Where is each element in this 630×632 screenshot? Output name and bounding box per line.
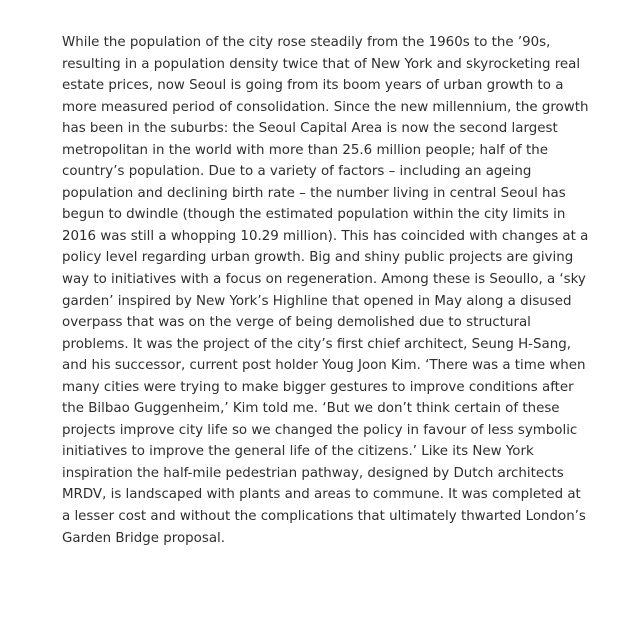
article-line: garden’ inspired by New York’s Highline that opened in May along a disused	[62, 293, 572, 309]
article-line: and his successor, current post holder Youg Joon Kim. ‘There was a time when	[62, 358, 586, 374]
article-line: MRDV, is landscaped with plants and areas to commune. It was completed at	[62, 487, 581, 503]
article-paragraph	[62, 32, 622, 549]
article-line: has been in the suburbs: the Seoul Capital Area is now the second largest	[62, 121, 558, 137]
article-line: a lesser cost and without the complications that ultimately thwarted London’s	[62, 509, 586, 525]
article-line: projects improve city life so we changed the policy in favour of less symbolic	[62, 422, 578, 438]
article-line: Garden Bridge proposal.	[62, 530, 225, 546]
article-line: country’s population. Due to a variety of factors – including an ageing	[62, 164, 532, 180]
article-line: population and declining birth rate – the number living in central Seoul has	[62, 185, 566, 201]
article-line: overpass that was on the verge of being demolished due to structural	[62, 315, 531, 331]
article-line: way to initiatives with a focus on regeneration. Among these is Seoullo, a ‘sky	[62, 272, 586, 288]
article-line: policy level regarding urban growth. Big and shiny public projects are giving	[62, 250, 574, 266]
article-line: more measured period of consolidation. Since the new millennium, the growth	[62, 99, 589, 115]
article-line: inspiration the half-mile pedestrian pathway, designed by Dutch architects	[62, 465, 564, 481]
article-line: problems. It was the project of the city’s first chief architect, Seung H-Sang,	[62, 336, 571, 352]
article-line: initiatives to improve the general life of the citizens.’ Like its New York	[62, 444, 534, 460]
article-line: the Bilbao Guggenheim,’ Kim told me. ‘But we don’t think certain of these	[62, 401, 560, 417]
article-line: 2016 was still a whopping 10.29 million). This has coincided with changes at a	[62, 228, 589, 244]
article-line: estate prices, now Seoul is going from its boom years of urban growth to a	[62, 78, 564, 94]
article-line: many cities were trying to make bigger gestures to improve conditions after	[62, 379, 574, 395]
article-line: resulting in a population density twice that of New York and skyrocketing real	[62, 56, 581, 72]
article-line: metropolitan in the world with more than 25.6 million people; half of the	[62, 142, 548, 158]
article-line: While the population of the city rose steadily from the 1960s to the ’90s,	[62, 35, 551, 50]
article-line: begun to dwindle (though the estimated population within the city limits in	[62, 207, 566, 223]
